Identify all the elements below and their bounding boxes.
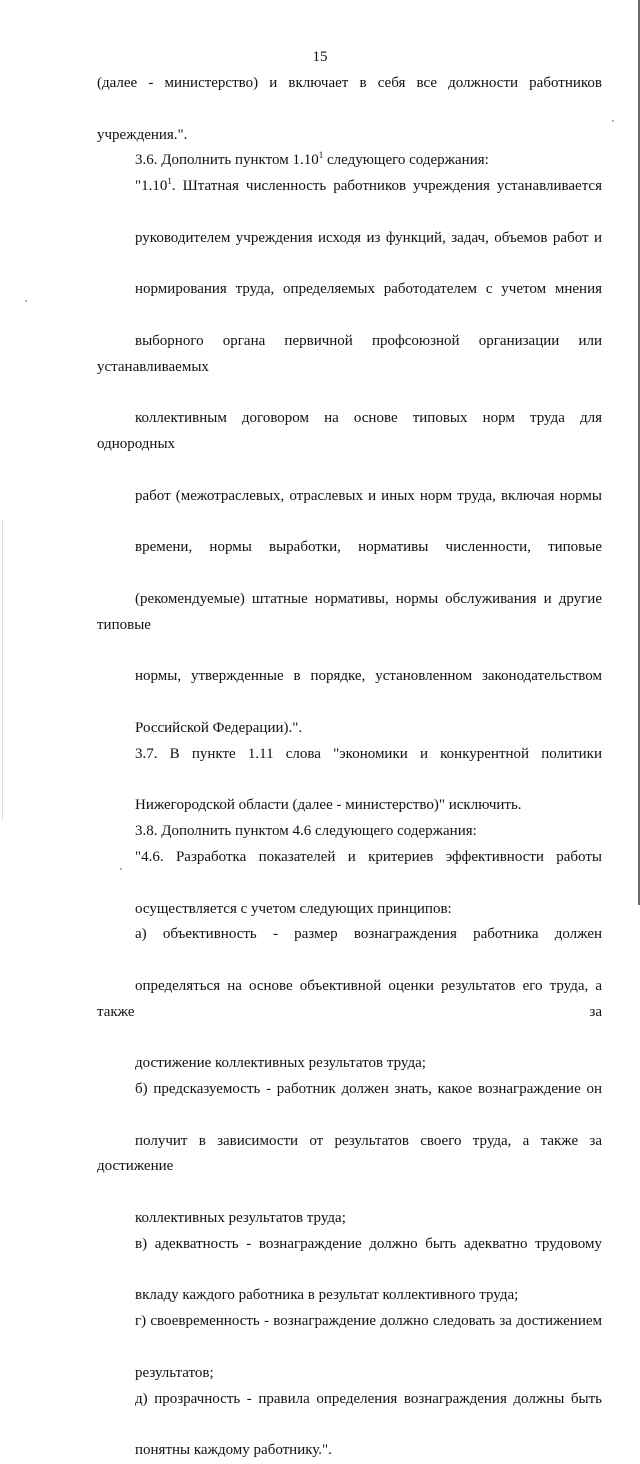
text-line: (далее - министерство) и включает в себя все должности работников <box>97 75 602 91</box>
text-line: 3.6. Дополнить пунктом 1.10$^1$ следующего содержания: <box>135 150 489 169</box>
text-line: 3.8. Дополнить пунктом 4.6 следующего содержания: <box>135 823 477 840</box>
text-line: осуществляется с учетом следующих принципов: <box>135 900 452 917</box>
text-line: Российской Федерации).". <box>135 719 303 736</box>
text-line: в) адекватность - вознаграждение должно быть адекватно трудовому <box>135 1235 602 1252</box>
text-line: б) предсказуемость - работник должен знать, какое вознаграждение он <box>135 1081 602 1098</box>
scan-speck <box>25 300 27 302</box>
text-line: понятны каждому работнику.". <box>135 1442 332 1459</box>
paragraph <box>97 174 602 742</box>
paragraph <box>97 148 602 174</box>
paragraph <box>97 1077 602 1232</box>
paragraph <box>97 742 602 819</box>
text-line: а) объективность - размер вознаграждения работника должен <box>135 926 602 943</box>
paragraph <box>97 922 602 1077</box>
text-line: руководителем учреждения исходя из функций, задач, объемов работ и <box>135 229 602 246</box>
text-line: коллективных результатов труда; <box>135 1210 346 1227</box>
superscript: 1 <box>167 176 172 187</box>
text-line: результатов; <box>135 1364 214 1381</box>
paragraph <box>97 1232 602 1309</box>
text-line: определяться на основе объективной оценки результатов его труда, а также за <box>97 977 602 1020</box>
text-line: нормы, утвержденные в порядке, установленном законодательством <box>135 668 602 685</box>
text-line: учреждения.". <box>97 126 188 143</box>
scan-speck <box>612 120 614 122</box>
page-number: 15 <box>312 49 328 65</box>
text-line: д) прозрачность - правила определения вознаграждения должны быть <box>135 1390 602 1407</box>
text-line: (рекомендуемые) штатные нормативы, нормы обслуживания и другие типовые <box>97 590 602 633</box>
text-line: Нижегородской области (далее - министерство)" исключить. <box>135 797 522 814</box>
text-line: коллективным договором на основе типовых норм труда для однородных <box>97 410 602 453</box>
text-line: работ (межотраслевых, отраслевых и иных норм труда, включая нормы <box>135 487 602 504</box>
text-line: 3.7. В пункте 1.11 слова "экономики и конкурентной политики <box>135 745 602 762</box>
superscript: 1 <box>318 150 324 161</box>
text-line: "1.10$^1$. Штатная численность работников учреждения устанавливается <box>135 176 602 195</box>
text-line: выборного органа первичной профсоюзной организации или устанавливаемых <box>97 332 602 375</box>
text-line: времени, нормы выработки, нормативы численности, типовые <box>135 539 602 556</box>
text-line: достижение коллективных результатов труда; <box>135 1055 426 1072</box>
text-line: "4.6. Разработка показателей и критериев эффективности работы <box>135 848 602 865</box>
text-line: получит в зависимости от результатов своего труда, а также за достижение <box>97 1132 602 1175</box>
document-body <box>97 71 602 1464</box>
paragraph <box>97 1387 602 1464</box>
paragraph <box>97 71 602 148</box>
paragraph <box>97 845 602 922</box>
paragraph <box>97 819 602 845</box>
text-line: вкладу каждого работника в результат коллективного труда; <box>135 1287 519 1304</box>
paragraph <box>97 1309 602 1386</box>
text-line: г) своевременность - вознаграждение должно следовать за достижением <box>135 1313 602 1330</box>
text-line: нормирования труда, определяемых работодателем с учетом мнения <box>135 281 602 298</box>
scan-edge-left <box>2 520 3 820</box>
